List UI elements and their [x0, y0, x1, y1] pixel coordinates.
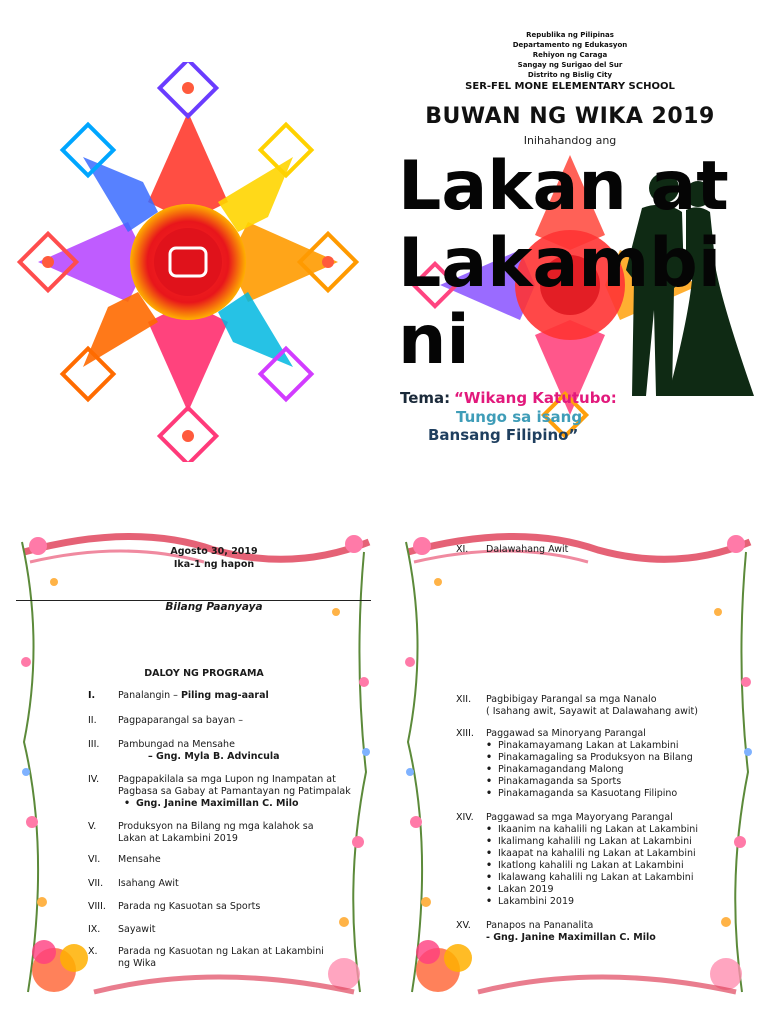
- item-number: V.: [88, 821, 97, 832]
- program-item-text: Parada ng Kasuotan ng Lakan at Lakambini: [118, 946, 324, 957]
- award-item: • Pinakamaganda sa Kasuotang Filipino: [498, 788, 677, 800]
- program-item-text-2: ( Isahang awit, Sayawit at Dalawahang awit): [486, 706, 698, 717]
- program-item-person: Piling mag-aaral: [180, 690, 269, 701]
- award-item: • Lakambini 2019: [498, 896, 574, 908]
- award-item: • Pinakamagaling sa Produksyon na Bilang: [498, 752, 693, 764]
- item-number: VII.: [88, 878, 104, 889]
- program-item-text: Pambungad na Mensahe: [118, 739, 235, 750]
- theme-line-3: Bansang Filipino”: [428, 426, 579, 444]
- header-district: Distrito ng Bislig City: [527, 71, 613, 79]
- item-number: IX.: [88, 924, 101, 935]
- item-number: VIII.: [88, 901, 106, 912]
- award-item: • Ikalawang kahalili ng Lakan at Lakambini: [498, 872, 693, 884]
- header-department: Departamento ng Edukasyon: [512, 41, 628, 49]
- theme-label: Tema:: [400, 389, 451, 407]
- program-item-person: • Gng. Janine Maximillan C. Milo: [136, 798, 299, 810]
- item-number: III.: [88, 739, 100, 750]
- program-heading: DALOY NG PROGRAMA: [144, 668, 264, 679]
- program-item-text: Isahang Awit: [118, 878, 179, 889]
- item-number: XV.: [456, 920, 471, 931]
- program-item-text-2: ng Wika: [118, 958, 157, 969]
- header-division: Sangay ng Surigao del Sur: [517, 61, 623, 69]
- invitation-label: Bilang Paanyaya: [165, 601, 263, 613]
- item-number: II.: [88, 715, 97, 726]
- item-number: XII.: [456, 694, 472, 705]
- award-item: • Pinakamagandang Malong: [498, 764, 624, 776]
- event-title: BUWAN NG WIKA 2019: [425, 104, 715, 129]
- main-title-line-3: ni: [398, 301, 470, 380]
- award-item: • Lakan 2019: [498, 884, 554, 896]
- award-item: • Pinakamayamang Lakan at Lakambini: [498, 740, 679, 752]
- item-number: XIII.: [456, 728, 474, 739]
- program-item-label: Panalangin –: [118, 690, 181, 701]
- program-item-text: Produksyon na Bilang ng mga kalahok sa: [118, 821, 314, 832]
- item-number: XI.: [456, 544, 469, 555]
- program-page-left: [14, 522, 376, 1002]
- theme-line-2: Tungo sa isang: [456, 408, 583, 426]
- award-item: • Ikaapat na kahalili ng Lakan at Lakambini: [498, 848, 696, 860]
- item-number: VI.: [88, 854, 101, 865]
- program-item-text: Sayawit: [118, 924, 156, 935]
- program-item-text: Parada ng Kasuotan sa Sports: [118, 901, 261, 912]
- item-number: I.: [88, 690, 96, 701]
- award-item: • Ikatlong kahalili ng Lakan at Lakambini: [498, 860, 684, 872]
- program-item-text-2: Pagbasa sa Gabay at Pamantayan ng Patimpalak: [118, 786, 351, 797]
- program-item-person: - Gng. Janine Maximillan C. Milo: [486, 932, 656, 943]
- school-name: SER-FEL MONE ELEMENTARY SCHOOL: [465, 81, 675, 92]
- item-number: XIV.: [456, 812, 474, 823]
- program-item-text: Paggawad sa Minoryang Parangal: [486, 728, 646, 739]
- program-item-text: Pagbibigay Parangal sa mga Nanalo: [486, 694, 657, 705]
- event-date: Agosto 30, 2019: [170, 546, 258, 557]
- program-item-text: Dalawahang Awit: [486, 544, 569, 555]
- program-page-right: [398, 522, 758, 1002]
- award-item: • Pinakamaganda sa Sports: [498, 776, 621, 788]
- program-item-text: Panapos na Pananalita: [486, 920, 594, 931]
- theme-line-1: “Wikang Katutubo:: [454, 389, 617, 407]
- program-item-text: [118, 690, 269, 702]
- program-item-text: Paggawad sa mga Mayoryang Parangal: [486, 812, 673, 823]
- presented-by-text: Inihahandog ang: [523, 134, 617, 147]
- program-item-text: Mensahe: [118, 854, 161, 865]
- item-number: X.: [88, 946, 98, 957]
- main-title-line-1: Lakan at: [398, 147, 729, 226]
- program-item-text-2: Lakan at Lakambini 2019: [118, 833, 238, 844]
- item-number: IV.: [88, 774, 100, 785]
- event-time: Ika-1 ng hapon: [173, 559, 255, 570]
- decorative-motif-left: [10, 62, 365, 462]
- program-item-text: Pagpaparangal sa bayan –: [118, 715, 243, 726]
- program-item-person: – Gng. Myla B. Advincula: [148, 751, 280, 762]
- header-region: Rehiyon ng Caraga: [532, 51, 608, 59]
- main-title: [398, 148, 738, 379]
- program-item-text: Pagpapakilala sa mga Lupon ng Inampatan at: [118, 774, 336, 785]
- award-item: • Ikaanim na kahalili ng Lakan at Lakambini: [498, 824, 698, 836]
- main-title-line-2: Lakambi: [398, 224, 722, 303]
- award-item: • Ikalimang kahalili ng Lakan at Lakambini: [498, 836, 692, 848]
- header-republic: Republika ng Pilipinas: [526, 31, 614, 39]
